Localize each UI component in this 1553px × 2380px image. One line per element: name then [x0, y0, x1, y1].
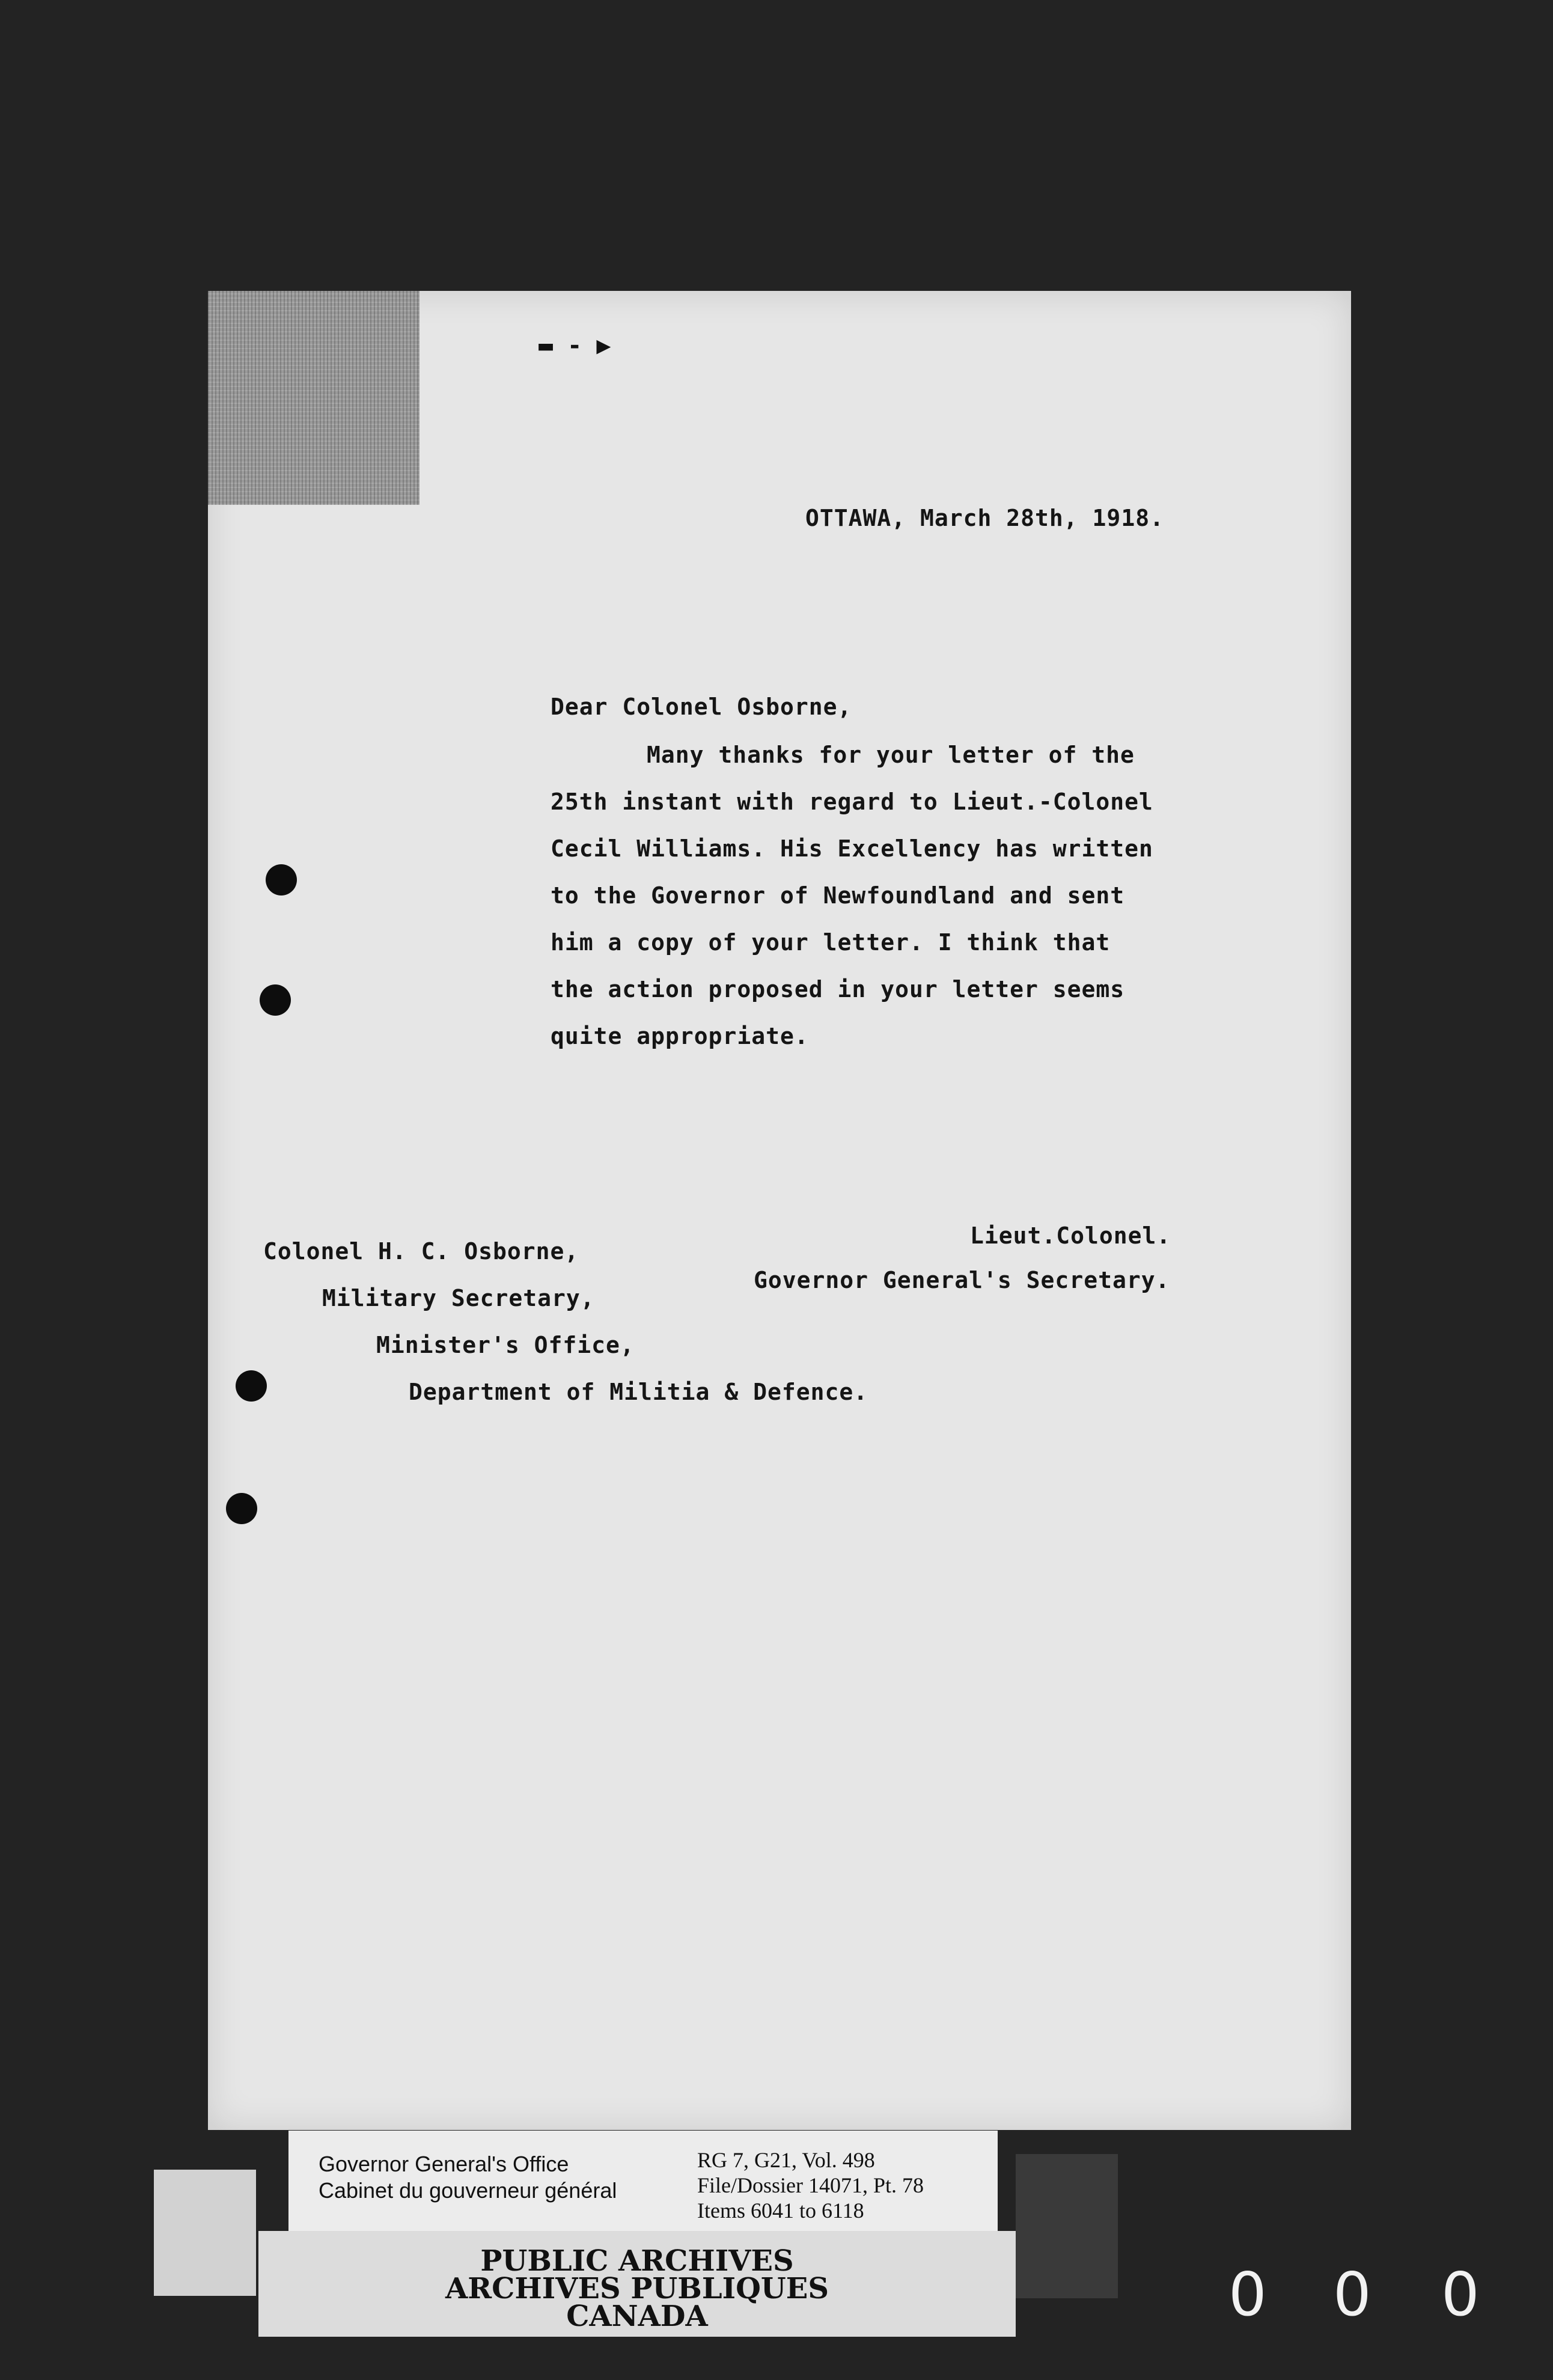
stamp-line: PUBLIC ARCHIVES [480, 2244, 794, 2278]
archive-label-office [319, 2151, 617, 2204]
body-line: Many thanks for your letter of the [647, 742, 1135, 768]
archive-label-reference [697, 2147, 924, 2223]
punch-hole [226, 1493, 257, 1524]
archive-label [288, 2131, 998, 2238]
addressee-line: Military Secretary, [322, 1285, 595, 1311]
film-edge-block [1016, 2154, 1118, 2298]
hatched-corner-patch [208, 291, 420, 505]
body-line: to the Governor of Newfoundland and sent [551, 882, 1125, 909]
stamp-line: CANADA [566, 2299, 708, 2333]
signature-title: Governor General's Secretary. [754, 1267, 1170, 1293]
stamp-line: ARCHIVES PUBLIQUES [445, 2272, 829, 2305]
items-range: Items 6041 to 6118 [697, 2198, 864, 2223]
file-dossier: File/Dossier 14071, Pt. 78 [697, 2173, 924, 2197]
archives-stamp [258, 2231, 1016, 2337]
salutation: Dear Colonel Osborne, [551, 694, 852, 720]
addressee-line: Minister's Office, [376, 1332, 635, 1358]
letter-page [208, 291, 1351, 2130]
frame-counter-digit: 0 [1228, 2259, 1267, 2330]
date-line: OTTAWA, March 28th, 1918. [805, 505, 1164, 531]
addressee-line: Department of Militia & Defence. [409, 1379, 868, 1405]
frame-counter-digit: 0 [1441, 2259, 1480, 2330]
body-line: the action proposed in your letter seems [551, 976, 1125, 1002]
punch-hole [236, 1370, 267, 1402]
body-line: quite appropriate. [551, 1023, 809, 1049]
frame-counter-digit: 0 [1333, 2259, 1371, 2330]
punch-hole [260, 984, 291, 1016]
stamp-side-tab [154, 2170, 256, 2296]
addressee-line: Colonel H. C. Osborne, [263, 1238, 579, 1265]
top-marks: ▬ - ▶ [539, 332, 611, 359]
office-en: Governor General's Office [319, 2152, 569, 2176]
body-line: Cecil Williams. His Excellency has written [551, 835, 1153, 862]
punch-hole [266, 864, 297, 896]
record-group: RG 7, G21, Vol. 498 [697, 2148, 875, 2172]
signature-rank: Lieut.Colonel. [970, 1222, 1171, 1249]
body-line: 25th instant with regard to Lieut.-Colonel [551, 789, 1153, 815]
office-fr: Cabinet du gouverneur général [319, 2178, 617, 2203]
body-line: him a copy of your letter. I think that [551, 929, 1111, 956]
